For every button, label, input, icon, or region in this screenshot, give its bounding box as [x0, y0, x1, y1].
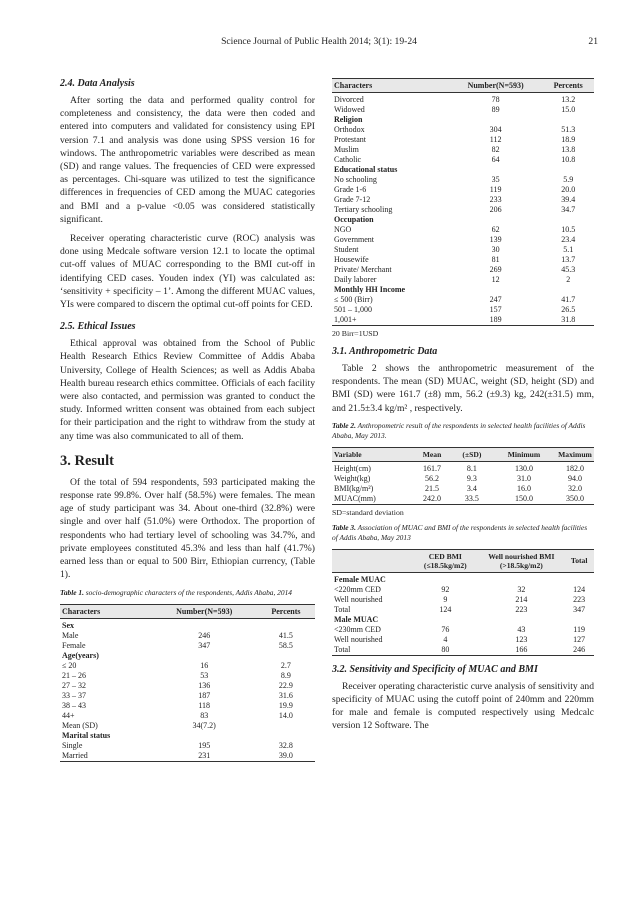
table-1-cell: 45.3 — [561, 265, 576, 274]
table-1-part-2 — [332, 78, 594, 326]
table-1-cell: 136 — [198, 680, 211, 690]
table-1-row — [332, 185, 594, 195]
table-1-cell: 83 — [200, 710, 209, 720]
table-3-cell: 124 — [573, 584, 586, 594]
section-3-1-title: 3.1. Anthropometric Data — [332, 346, 438, 357]
table-1-cell: 41.5 — [278, 630, 293, 640]
section-3-2-paragraph-1: Receiver operating characteristic curve analysis of sensitivity and specificity of MUAC using the cutoff point of 240mm and 220mm for male and female is computed respectively using Medcalc version 12 Software. The — [332, 680, 594, 732]
table-3-cell: 127 — [573, 634, 586, 644]
table-3-caption-label: Table 3. — [332, 522, 356, 532]
section-2-4-paragraph-1: After sorting the data and performed quality control for completeness and consistency, the data were then coded and entered into computers and validated for consistency using EPI version 7.1 and analysis was done using SPSS version 16 for windows. The anthropometric variables were described as mean (SD) and range values. The frequencies of CED were expressed as percentages. Chi-square was utilized to test the significance differences in frequencies of CED among the MUAC categories and BMI and a p-value <0.05 was considered statistically significant. — [60, 95, 315, 225]
table-1-cell: 206 — [489, 205, 502, 214]
section-2-4-title: 2.4. Data Analysis — [60, 78, 135, 89]
table-1-row — [332, 275, 594, 285]
table-2-cell: 94.0 — [568, 473, 582, 483]
table-1-header-number: Number(N=593) — [152, 604, 257, 618]
table-1-cell: 32.8 — [278, 740, 293, 750]
table-1-cell: 14.0 — [278, 710, 293, 720]
table-2-caption-text: Anthropometric result of the respondents in selected health facilities of Addis Ababa, May 2013. — [332, 420, 586, 440]
table-2-cell: 150.0 — [515, 493, 533, 503]
table-1-cell: 64 — [491, 155, 500, 164]
table-1-row — [332, 145, 594, 155]
table-2-cell: Height(cm) — [334, 463, 371, 473]
table-1-cell: 58.5 — [278, 640, 293, 650]
table-3-cell: 124 — [439, 604, 452, 614]
table-1-cell: 31.8 — [561, 315, 576, 324]
table-1-cell: 246 — [198, 630, 211, 640]
table-1-row — [332, 235, 594, 245]
table-3-cell: Total — [334, 604, 351, 614]
table-3-cell: 76 — [441, 624, 450, 634]
table-1-cell: 247 — [489, 295, 502, 304]
table-1-row — [332, 115, 594, 125]
table-1-header-characters: Characters — [60, 604, 152, 618]
table-1-cell — [152, 651, 257, 661]
table-1-cell: 2.7 — [280, 660, 291, 670]
table-1-cell: 39.4 — [561, 195, 576, 204]
table-1-row — [332, 105, 594, 115]
table-1-cell — [257, 618, 315, 631]
table-3-row — [332, 585, 594, 595]
table-3-cell: 246 — [573, 644, 586, 654]
table-2-cell: Weight(kg) — [334, 473, 371, 483]
table-1-cell: 139 — [489, 235, 502, 244]
table-1-caption-label: Table 1. — [60, 587, 84, 597]
table-3-row — [332, 605, 594, 615]
table-1-cell: 347 — [198, 640, 211, 650]
table-1-cell: 10.8 — [561, 155, 576, 164]
table-1-cell: Student — [334, 245, 359, 254]
table-1-cell: 31.6 — [278, 690, 293, 700]
table-1-row — [60, 618, 315, 631]
table-2-cell: 33.5 — [464, 493, 479, 503]
table-1-cell: 44+ — [62, 710, 75, 720]
table-2-row — [332, 494, 594, 505]
table-1-row — [332, 195, 594, 205]
table-1-row — [332, 125, 594, 135]
table-1-row — [332, 245, 594, 255]
table-1-row — [332, 175, 594, 185]
table-3-header-well-nourished-bmi: Well nourished BMI (>18.5kg/m2) — [478, 549, 564, 572]
table-1-cell: 5.9 — [563, 175, 574, 184]
table-1-cell: 39.0 — [278, 750, 293, 760]
table-1-cell: 27 – 32 — [62, 680, 86, 690]
table-1-cell: Male — [62, 630, 79, 640]
table-1-cell: 112 — [489, 135, 502, 144]
table-1-row — [332, 305, 594, 315]
table-2-cell: 242.0 — [423, 493, 442, 503]
table-1-row — [332, 315, 594, 326]
table-3-cell: Male MUAC — [334, 614, 379, 624]
table-1-cell: Grade 7-12 — [334, 195, 371, 204]
table-1-cell: 1,001+ — [334, 315, 357, 324]
table-2-cell: 31.0 — [517, 473, 531, 483]
table-1-cell: Divorced — [334, 95, 364, 104]
table-3-cell — [564, 572, 594, 585]
table-3-header-total: Total — [564, 549, 594, 572]
table-1-cell: 21 – 26 — [62, 670, 86, 680]
table-1-cell: 13.8 — [561, 145, 576, 154]
table-1-row — [60, 681, 315, 691]
table-1-cell: Tertiary schooling — [334, 205, 393, 214]
table-1-cell: 16 — [200, 660, 209, 670]
table-2-cell: 161.7 — [423, 463, 442, 473]
table-1-cell: 34.7 — [561, 205, 576, 214]
table-1-row — [332, 285, 594, 295]
table-1-cell: No schooling — [334, 175, 377, 184]
table-2-header-mean: Mean — [412, 447, 452, 461]
table-1-cell: NGO — [334, 225, 352, 234]
table-1-cell: 13.7 — [561, 255, 576, 264]
table-1-cell: Monthly HH Income — [334, 285, 406, 294]
table-2-footnote: SD=standard deviation — [332, 507, 404, 517]
table-1-cell: 12 — [491, 275, 500, 284]
table-1-row — [332, 135, 594, 145]
table-1-cell: 19.9 — [278, 700, 293, 710]
table-1-cell: Muslim — [334, 145, 359, 154]
table-3-cell: Total — [334, 644, 351, 654]
table-3-cell: Well nourished — [334, 634, 383, 644]
table-1-cell: 34(7.2) — [192, 720, 216, 730]
table-1-cell: 20.0 — [561, 185, 576, 194]
table-1-footnote: 20 Birr=1USD — [332, 329, 379, 338]
section-3-paragraph-1: Of the total of 594 respondents, 593 participated making the response rate 99.8%. Over half (58.5%) were females. The mean age of study participant was 34. About one-third (32.8%) were single and over half (51.0%) were Orthodox. The proportion of respondents who had tertiary level of schooling was 34.7%, and private employees constituted 45.3% and less than half (41.7%) earned less than or equal to 500 Birr, Ethiopian currency, (Table 1). — [60, 476, 315, 581]
table-3-header-blank — [332, 549, 412, 572]
table-1-cell: 41.7 — [561, 295, 576, 304]
table-1-row — [332, 295, 594, 305]
table-1-cell: Sex — [62, 620, 74, 630]
section-2-4-paragraph-2: Receiver operating characteristic curve (ROC) analysis was done using Medcale software version 12.1 to locate the optimal cut-off values of MUAC corresponding to the BMI cut-off in identifying CED cases. Youden index (YI) was calculated as: ‘sensitivity + specificity – 1’. Among the different MUAC values, YIs were compared to discern the optimal cut-off points for CED. — [60, 233, 315, 311]
table-1-row — [332, 93, 594, 106]
table-1-cell: Grade 1-6 — [334, 185, 367, 194]
section-2-5-paragraph-1: Ethical approval was obtained from the School of Public Health Research Ethics Review Committee of Addis Ababa University, College of Health Sciences; as well as Addis Ababa Health bureau research ethics committee. Officials of each facility were also contacted, and permission was granted to conduct the study. Informed written consent was obtained from each subject for their participation and the right to withdraw from the study at any time was also communicated to all of them. — [60, 338, 315, 442]
table-1-row — [60, 741, 315, 751]
table-3-cell: 119 — [573, 624, 585, 634]
table-3-cell: 9 — [443, 594, 448, 604]
table-1-cell: 8.9 — [280, 670, 291, 680]
table-2-cell: MUAC(mm) — [334, 493, 376, 503]
section-3-1-paragraph-1: Table 2 shows the anthropometric measurement of the respondents. The mean (SD) MUAC, weight (SD, height (SD) and BMI (SD) were 161.7 (±8) mm, 56.2 (±9.3) kg, 242(±31.5) mm, and 21.5±3.4 kg/m² , respectively. — [332, 363, 594, 414]
table-1-cell: Catholic — [334, 155, 362, 164]
table-1-cell: 304 — [489, 125, 502, 134]
table-3-cell: 123 — [515, 634, 528, 644]
table-1-cell: Educational status — [334, 165, 398, 174]
table-2-header-maximum: Maximum — [556, 447, 594, 461]
table-2-cell: 130.0 — [515, 463, 533, 473]
left-column — [60, 78, 315, 762]
table-1-row — [60, 691, 315, 701]
table-1-cell: Protestant — [334, 135, 366, 144]
table-1-row — [60, 641, 315, 651]
table-3-cell: <220mm CED — [334, 584, 381, 594]
table-3-caption — [332, 523, 594, 543]
table-1-row — [60, 711, 315, 721]
table-1-row — [60, 651, 315, 661]
table-1-part-2-body — [332, 93, 594, 326]
table-1-cell — [257, 651, 315, 661]
table-2-cell: 3.4 — [466, 483, 477, 493]
table-1-cell — [257, 721, 315, 731]
table-1-part-1 — [60, 604, 315, 762]
table-1-cell: Religion — [334, 115, 363, 124]
table-1-cell: 18.9 — [561, 135, 576, 144]
table-1-row — [332, 265, 594, 275]
table-1-cell: Widowed — [334, 105, 365, 114]
right-column — [332, 78, 594, 739]
table-1-cell — [542, 285, 594, 295]
table-1-row — [60, 631, 315, 641]
table-2-cell: 16.0 — [517, 483, 531, 493]
table-1-cell: 53 — [200, 670, 209, 680]
table-3-row — [332, 645, 594, 656]
table-1-row — [60, 701, 315, 711]
table-1-cell: 233 — [489, 195, 502, 204]
table-1-cell: 26.5 — [561, 305, 576, 314]
table-1-cell: Government — [334, 235, 374, 244]
table-1-cell: 22.9 — [278, 680, 293, 690]
table-2-cell: 56.2 — [425, 473, 440, 483]
table-1-row — [60, 751, 315, 762]
table-3-cell: 223 — [573, 594, 586, 604]
table-3-row — [332, 572, 594, 585]
table-1-row — [332, 215, 594, 225]
table-3-row — [332, 615, 594, 625]
table-1-cell: Single — [62, 740, 83, 750]
table-2 — [332, 447, 594, 505]
table-1-cell: ≤ 20 — [62, 660, 77, 670]
section-2-5-title: 2.5. Ethical Issues — [60, 321, 136, 333]
table-1-cell: 35 — [491, 175, 500, 184]
table-1-row — [332, 225, 594, 235]
table-1-cell: 62 — [491, 225, 500, 234]
table-2-body — [332, 461, 594, 504]
table-1-cell: 157 — [489, 305, 502, 314]
table-2-cell: 8.1 — [466, 463, 477, 473]
table-1-cell — [152, 618, 257, 631]
table-1-cont-header-number: Number(N=593) — [449, 79, 543, 93]
table-3-cell: 214 — [515, 594, 528, 604]
table-2-cell: 9.3 — [466, 473, 477, 483]
table-2-row — [332, 484, 594, 494]
table-3-cell: 92 — [441, 584, 450, 594]
table-1-cell: 23.4 — [561, 235, 576, 244]
table-3-row — [332, 625, 594, 635]
table-1-cell: 195 — [198, 740, 211, 750]
table-1-cell — [542, 165, 594, 175]
table-1-cell: Mean (SD) — [62, 720, 98, 730]
table-1-cell: 81 — [491, 255, 500, 264]
table-1-cell: 269 — [489, 265, 502, 274]
table-3-cell: 80 — [441, 644, 450, 654]
table-3-cell: Female MUAC — [334, 574, 386, 584]
table-1-cell: Female — [62, 640, 86, 650]
table-2-caption-label: Table 2. — [332, 420, 356, 430]
table-1-cell — [542, 215, 594, 225]
table-1-cell: Age(years) — [62, 650, 99, 660]
table-1-cell: Occupation — [334, 215, 374, 224]
table-2-cell: 350.0 — [566, 493, 584, 503]
table-1-cell — [449, 115, 543, 125]
table-3-cell — [478, 572, 564, 585]
table-2-cell: BMI(kg/m²) — [334, 483, 374, 493]
table-2-row — [332, 474, 594, 484]
table-1-row — [332, 165, 594, 175]
table-1-cell: Orthodox — [334, 125, 365, 134]
table-1-cell: Housewife — [334, 255, 369, 264]
table-1-cell: ≤ 500 (Birr) — [334, 295, 373, 304]
table-1-cell: Private/ Merchant — [334, 265, 392, 274]
table-1-caption — [60, 588, 315, 598]
table-3-cell — [564, 615, 594, 625]
table-1-cell — [257, 731, 315, 741]
table-2-cell: 21.5 — [425, 483, 440, 493]
table-2-header-sd: (±SD) — [452, 447, 492, 461]
table-3-cell: <230mm CED — [334, 624, 381, 634]
table-1-header-percents: Percents — [257, 604, 315, 618]
table-1-cell: 51.3 — [561, 125, 576, 134]
table-1-cell: Marital status — [62, 730, 111, 740]
table-2-caption — [332, 421, 594, 441]
table-2-row — [332, 461, 594, 474]
table-1-row — [60, 661, 315, 671]
table-3-cell: 223 — [515, 604, 528, 614]
section-3-title: 3. Result — [60, 452, 114, 469]
table-3-cell: 32 — [517, 584, 526, 594]
table-3-cell: 166 — [515, 644, 528, 654]
table-1-cont-header-characters: Characters — [332, 79, 449, 93]
table-1-cell: 10.5 — [561, 225, 576, 234]
running-header — [0, 36, 638, 50]
table-1-cell: 231 — [198, 750, 211, 760]
table-1-cont-header-percents: Percents — [542, 79, 594, 93]
table-3 — [332, 549, 594, 656]
table-3-cell: Well nourished — [334, 594, 383, 604]
table-1-row — [60, 671, 315, 681]
table-3-row — [332, 595, 594, 605]
table-1-cell: 38 – 43 — [62, 700, 86, 710]
table-1-cell: 118 — [198, 700, 211, 710]
table-1-cell: 189 — [489, 315, 502, 324]
table-1-cell: 15.0 — [561, 105, 576, 114]
table-3-caption-text: Association of MUAC and BMI of the respondents in selected health facilities of Addis Ababa, May 2013 — [332, 522, 588, 542]
table-3-cell: 43 — [517, 624, 526, 634]
table-1-cell: 30 — [491, 245, 500, 254]
table-3-cell — [478, 615, 564, 625]
table-1-caption-text: socio-demographic characters of the respondents, Addis Ababa, 2014 — [83, 587, 292, 597]
table-1-cell — [449, 165, 543, 175]
table-1-row — [60, 731, 315, 741]
table-1-row — [332, 205, 594, 215]
table-3-cell — [412, 615, 478, 625]
table-2-header-minimum: Minimum — [492, 447, 556, 461]
table-1-row — [332, 155, 594, 165]
table-1-cell: 501 – 1,000 — [334, 305, 372, 314]
table-2-cell: 182.0 — [566, 463, 584, 473]
journal-citation: Science Journal of Public Health 2014; 3(1): 19-24 — [221, 36, 417, 47]
table-1-row — [60, 721, 315, 731]
table-3-row — [332, 635, 594, 645]
table-1-cell: 13.2 — [561, 95, 576, 104]
table-3-header-ced-bmi: CED BMI (≤18.5kg/m2) — [412, 549, 478, 572]
table-1-cell: 89 — [491, 105, 500, 114]
table-2-cell: 32.0 — [568, 483, 582, 493]
table-3-cell — [412, 572, 478, 585]
table-1-cell — [449, 215, 543, 225]
table-3-cell: 4 — [443, 634, 448, 644]
table-1-cell: 2 — [566, 275, 571, 284]
table-1-cell: Married — [62, 750, 88, 760]
table-1-cell: 187 — [198, 690, 211, 700]
table-1-cell: 5.1 — [563, 245, 574, 254]
page-number: 21 — [588, 36, 598, 47]
table-3-cell: 347 — [573, 604, 586, 614]
table-1-cell: 78 — [491, 95, 500, 104]
table-1-cell — [542, 115, 594, 125]
table-1-cell: 33 – 37 — [62, 690, 86, 700]
table-1-part-1-body — [60, 618, 315, 761]
table-1-cell: Daily laborer — [334, 275, 377, 284]
table-1-cell: 82 — [491, 145, 500, 154]
section-3-2-title: 3.2. Sensitivity and Specificity of MUAC and BMI — [332, 663, 538, 675]
table-2-header-variable: Variable — [332, 447, 412, 461]
table-1-cell — [152, 731, 257, 741]
table-1-cell — [449, 285, 543, 295]
table-1-cell: 119 — [489, 185, 502, 194]
table-3-body — [332, 572, 594, 655]
table-1-row — [332, 255, 594, 265]
